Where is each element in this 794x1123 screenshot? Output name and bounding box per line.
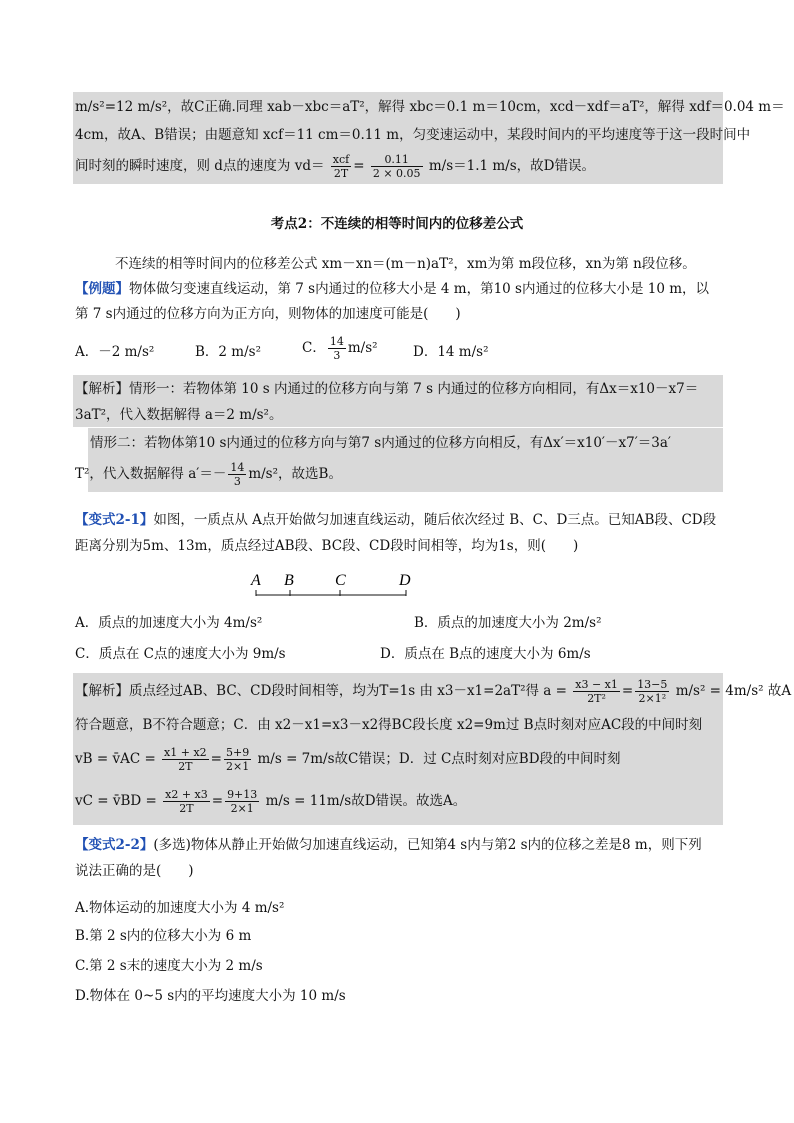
variant1-option-c: C．质点在 C点的速度大小为 9m/s bbox=[75, 646, 286, 662]
analysis2-line-2: 符合题意，B不符合题意；C．由 x2－x1=x3－x2得BC段长度 x2=9m过 B点时刻对应AC段的中间时刻 bbox=[75, 717, 703, 733]
fraction-value: $\frac{0.11}{2 \times 0.05}$ bbox=[372, 153, 421, 180]
example-tag: 【例题】 bbox=[75, 281, 129, 297]
fraction-a-numeric: $\frac{13-5}{\text{2×1²}}$ bbox=[637, 678, 668, 705]
variant1-option-a: A．质点的加速度大小为 4m/s² bbox=[75, 615, 263, 631]
example-option-b: B．2 m/s² bbox=[195, 344, 261, 360]
variant2-option-d: D.物体在 0~5 s内的平均速度大小为 10 m/s bbox=[75, 988, 346, 1004]
fraction-vb-numeric: $\frac{5+9}{2\times 1}$ bbox=[225, 746, 250, 773]
example-line-1: 【例题】物体做匀变速直线运动，第 7 s内通过的位移大小是 4 m，第10 s内通过的位移大小是 10 m，以 bbox=[75, 281, 710, 297]
fraction-14-3: $\frac{14}{3}$ bbox=[329, 335, 344, 362]
section-title: 考点2：不连续的相等时间内的位移差公式 bbox=[270, 216, 524, 232]
fraction-vb-symbolic: $\frac{x1 + x2}{2T}$ bbox=[164, 746, 207, 773]
analysis1-line-1: 【解析】情形一：若物体第 10 s 内通过的位移方向与第 7 s 内通过的位移方向相同，有Δx＝x10－x7＝ bbox=[75, 381, 699, 397]
analysis1-line-4: T²，代入数据解得 a′＝－ $\frac{14}{3}$ m/s²，故选B。 bbox=[75, 461, 342, 488]
variant1-line-1: 【变式2-1】如图，一质点从 A点开始做匀加速直线运动，随后依次经过 B、C、D三点。已知AB段、CD段 bbox=[75, 512, 717, 528]
analysis1-line-2: 3aT²，代入数据解得 a＝2 m/s²。 bbox=[75, 407, 283, 423]
p1-line-1: m/s²=12 m/s²，故C正确.同理 xab－xbc＝aT²，解得 xbc＝0.1 m＝10cm，xcd－xdf＝aT²，解得 xdf＝0.04 m＝ bbox=[75, 99, 785, 115]
example-option-c: C． $\frac{14}{3}$ m/s² bbox=[302, 335, 378, 362]
p1-line-2: 4cm，故A、B错误；由题意知 xcf＝11 cm＝0.11 m，匀变速运动中，某段时间内的平均速度等于这一段时间中 bbox=[75, 127, 751, 143]
variant2-line-2: 说法正确的是( ) bbox=[75, 863, 194, 879]
point-b-label: B bbox=[284, 572, 294, 589]
p1-line-3: 间时刻的瞬时速度，则 d点的速度为 vd＝ $\frac{\text{xcf}}{2T}$ = $\frac{0.11}{2 \times 0.05}$ m/s＝1.1 m/s，故D错误。 bbox=[75, 153, 595, 180]
example-line-2: 第 7 s内通过的位移方向为正方向，则物体的加速度可能是( ) bbox=[75, 306, 461, 322]
variant1-option-b: B．质点的加速度大小为 2m/s² bbox=[414, 615, 602, 631]
example-option-d: D．14 m/s² bbox=[413, 344, 489, 360]
variant2-tag: 【变式2-2】 bbox=[75, 837, 154, 853]
fraction-neg-14-3: $\frac{14}{3}$ bbox=[230, 461, 245, 488]
fraction-vc-symbolic: $\frac{x2 + x3}{2T}$ bbox=[165, 788, 208, 815]
analysis2-line-1: 【解析】质点经过AB、BC、CD段时间相等，均为T=1s 由 x3－x1=2aT²得 a = $\frac{x3 - x1}{\text{2T²}}$ = $\frac{13-5}{\text{2×1²}}$ m/s² = 4m/s² 故A bbox=[75, 678, 792, 705]
variant1-tag: 【变式2-1】 bbox=[75, 512, 154, 528]
variant2-option-b: B.第 2 s内的位移大小为 6 m bbox=[75, 928, 252, 944]
fraction-a-symbolic: $\frac{x3 - x1}{\text{2T²}}$ bbox=[575, 678, 618, 705]
variant2-option-c: C.第 2 s末的速度大小为 2 m/s bbox=[75, 958, 263, 974]
variant2-option-a: A.物体运动的加速度大小为 4 m/s² bbox=[75, 900, 285, 916]
point-d-label: D bbox=[399, 572, 411, 589]
analysis2-line-4: vC = v̄BD = $\frac{x2 + x3}{2T}$ = $\frac{9+13}{2\times 1}$ m/s = 11m/s故D错误。故选A。 bbox=[75, 788, 467, 815]
point-a-label: A bbox=[251, 572, 261, 589]
fraction-xcf: $\frac{\text{xcf}}{2T}$ bbox=[332, 153, 350, 180]
intro-line: 不连续的相等时间内的位移差公式 xm－xn＝(m－n)aT²，xm为第 m段位移，xn为第 n段位移。 bbox=[115, 256, 696, 272]
variant1-option-d: D．质点在 B点的速度大小为 6m/s bbox=[380, 646, 591, 662]
variant2-line-1: 【变式2-2】(多选)物体从静止开始做匀加速直线运动，已知第4 s内与第2 s内的位移之差是8 m，则下列 bbox=[75, 837, 702, 853]
point-c-label: C bbox=[335, 572, 346, 589]
analysis2-line-3: vB = v̄AC = $\frac{x1 + x2}{2T}$ = $\frac{5+9}{2\times 1}$ m/s = 7m/s故C错误；D．过 C点时刻对应BD段的中间时刻 bbox=[75, 746, 621, 773]
fraction-vc-numeric: $\frac{9+13}{2\times 1}$ bbox=[227, 788, 258, 815]
example-option-a: A．－2 m/s² bbox=[75, 344, 155, 360]
analysis1-line-3: 情形二：若物体第10 s内通过的位移方向与第7 s内通过的位移方向相反，有Δx′＝x10′－x7′＝3a′ bbox=[90, 435, 671, 451]
abcd-line-diagram bbox=[240, 565, 440, 605]
variant1-line-2: 距离分别为5m、13m，质点经过AB段、BC段、CD段时间相等，均为1s，则( ) bbox=[75, 538, 579, 554]
p1-line-3b: m/s＝1.1 m/s，故D错误。 bbox=[428, 158, 595, 174]
p1-line-3a: 间时刻的瞬时速度，则 d点的速度为 vd＝ bbox=[75, 158, 325, 174]
